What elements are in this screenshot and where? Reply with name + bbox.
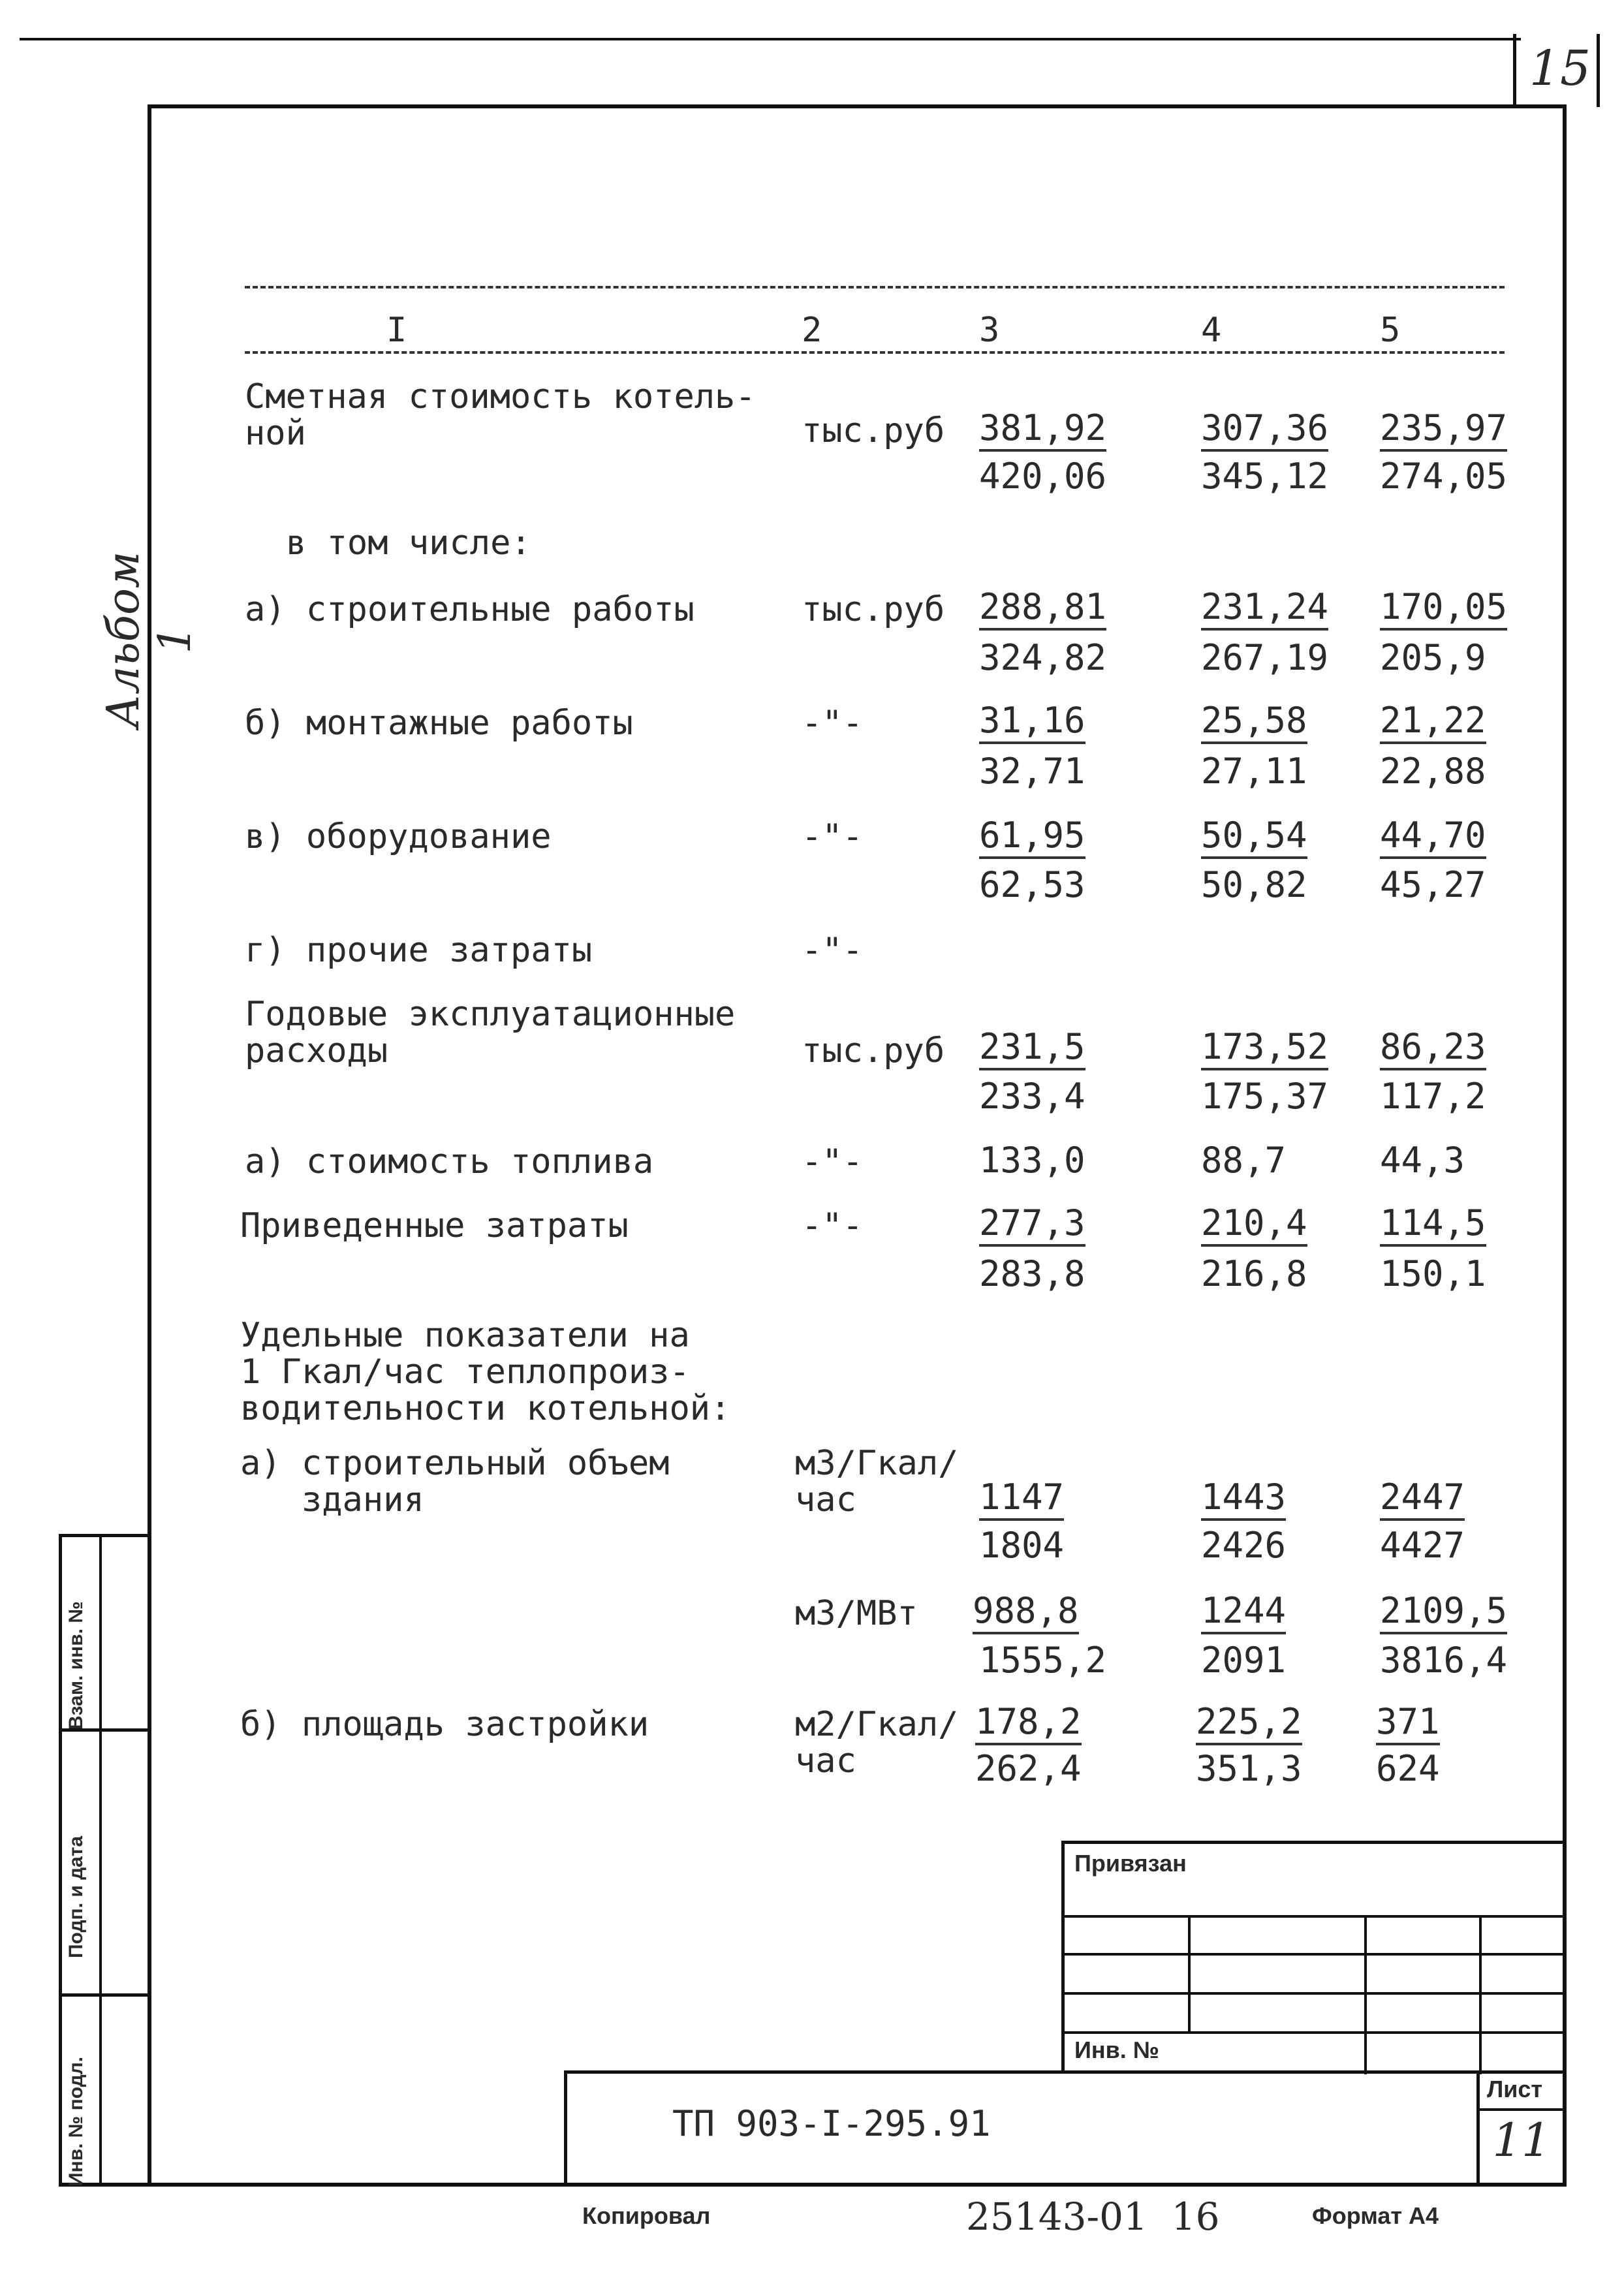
row4-c3-a: 31,16 bbox=[979, 701, 1085, 744]
col-header-5: 5 bbox=[1380, 311, 1401, 350]
stamp-col-3 bbox=[1479, 1915, 1482, 2074]
row7-label: Годовые эксплуатационные расходы bbox=[245, 995, 736, 1070]
row7-c3-b: 233,4 bbox=[979, 1076, 1085, 1117]
row1-c4-a: 307,36 bbox=[1201, 409, 1328, 452]
page-number-box-left bbox=[1513, 34, 1516, 107]
title-sheet-col bbox=[1476, 2070, 1480, 2187]
row4-label: б) монтажные работы bbox=[245, 704, 633, 743]
row6-unit: -"- bbox=[802, 931, 863, 970]
frame-bottom bbox=[59, 2183, 1567, 2187]
row9-c3-a: 277,3 bbox=[979, 1204, 1085, 1247]
row1-c3-b: 420,06 bbox=[979, 456, 1107, 497]
row3-c5-b: 205,9 bbox=[1380, 637, 1486, 678]
col-header-2: 2 bbox=[802, 311, 822, 350]
row13-c3-a: 178,2 bbox=[975, 1702, 1082, 1745]
label-inv-podl: Инв. № подл. bbox=[65, 2056, 87, 2187]
row3-c5-a: 170,05 bbox=[1380, 587, 1507, 631]
row12-c5-a: 2109,5 bbox=[1380, 1591, 1507, 1634]
row11-c3-a: 1147 bbox=[979, 1478, 1064, 1521]
row3-label: а) строительные работы bbox=[245, 590, 695, 629]
footer-copied: Копировал bbox=[582, 2202, 711, 2229]
row4-c4-b: 27,11 bbox=[1201, 751, 1307, 792]
album-label: Альбом 1 bbox=[98, 551, 201, 728]
row10-label: Удельные показатели на 1 Гкал/час теплопроиз- водительности котельной: bbox=[240, 1316, 731, 1428]
footer-format: Формат А4 bbox=[1312, 2202, 1439, 2229]
row12-c3-b: 1555,2 bbox=[979, 1640, 1107, 1681]
page-number: 15 bbox=[1529, 40, 1591, 97]
row12-c5-b: 3816,4 bbox=[1380, 1640, 1508, 1681]
row13-c4-a: 225,2 bbox=[1196, 1702, 1302, 1745]
row9-c5-b: 150,1 bbox=[1380, 1253, 1486, 1294]
col-header-4: 4 bbox=[1201, 311, 1222, 350]
row1-label: Сметная стоимость котель- ной bbox=[245, 377, 756, 453]
row9-c3-b: 283,8 bbox=[979, 1253, 1085, 1294]
stamp-top bbox=[1061, 1841, 1567, 1844]
stamp-inv-no: Инв. № bbox=[1074, 2036, 1159, 2063]
row5-c4-b: 50,82 bbox=[1201, 864, 1307, 905]
top-rule bbox=[20, 38, 1521, 40]
row13-label: б) площадь застройки bbox=[240, 1705, 649, 1744]
title-sheet-sep bbox=[1476, 2108, 1567, 2111]
stamp-row-3 bbox=[1061, 1992, 1567, 1995]
stamp-row-1 bbox=[1061, 1915, 1567, 1918]
sheet-number: 11 bbox=[1492, 2114, 1551, 2167]
row11-c3-b: 1804 bbox=[979, 1525, 1065, 1566]
stamp-row-4 bbox=[1061, 2031, 1567, 2034]
label-podp-data: Подп. и дата bbox=[65, 1835, 87, 1958]
row1-c4-b: 345,12 bbox=[1201, 456, 1329, 497]
row4-c5-b: 22,88 bbox=[1380, 751, 1486, 792]
row13-c5-b: 624 bbox=[1376, 1748, 1440, 1789]
stamp-col-2 bbox=[1364, 1915, 1367, 2074]
row8-unit: -"- bbox=[802, 1142, 863, 1181]
stamp-privyazan: Привязан bbox=[1074, 1850, 1187, 1877]
row7-c4-a: 173,52 bbox=[1201, 1027, 1328, 1070]
row5-c5-b: 45,27 bbox=[1380, 864, 1486, 905]
row7-c4-b: 175,37 bbox=[1201, 1076, 1329, 1117]
page-number-box-right bbox=[1597, 34, 1600, 107]
row8-c5: 44,3 bbox=[1380, 1140, 1465, 1181]
title-top bbox=[564, 2070, 1567, 2074]
row5-c3-a: 61,95 bbox=[979, 816, 1085, 859]
doc-code: ТП 903-I-295.91 bbox=[672, 2103, 991, 2144]
stamp-col-1 bbox=[1188, 1915, 1191, 2033]
row3-c4-b: 267,19 bbox=[1201, 637, 1329, 678]
row9-c4-b: 216,8 bbox=[1201, 1253, 1307, 1294]
row3-c3-a: 288,81 bbox=[979, 587, 1106, 631]
row5-c5-a: 44,70 bbox=[1380, 816, 1486, 859]
row5-c4-a: 50,54 bbox=[1201, 816, 1307, 859]
row13-c4-b: 351,3 bbox=[1196, 1748, 1302, 1789]
row8-label: а) стоимость топлива bbox=[245, 1142, 654, 1181]
col-header-1: I bbox=[386, 311, 407, 350]
row4-c3-b: 32,71 bbox=[979, 751, 1085, 792]
row2-label: в том числе: bbox=[286, 523, 531, 563]
header-dash-bottom bbox=[245, 351, 1505, 354]
frame-left bbox=[148, 104, 151, 2185]
frame-top bbox=[149, 104, 1567, 108]
row12-c3-a: 988,8 bbox=[973, 1591, 1079, 1634]
header-dash-top bbox=[245, 286, 1505, 289]
row13-unit: м2/Гкал/ час bbox=[795, 1705, 959, 1781]
row11-c4-a: 1443 bbox=[1201, 1478, 1286, 1521]
row1-c3-a: 381,92 bbox=[979, 409, 1106, 452]
row7-unit: тыс.руб bbox=[802, 1031, 945, 1070]
row11-c5-a: 2447 bbox=[1380, 1478, 1465, 1521]
row11-label: а) строительный объем здания bbox=[240, 1444, 670, 1520]
stamp-left bbox=[1061, 1841, 1065, 2073]
row11-c4-b: 2426 bbox=[1201, 1525, 1287, 1566]
row3-c3-b: 324,82 bbox=[979, 637, 1107, 678]
row9-label: Приведенные затраты bbox=[240, 1206, 629, 1245]
row8-c3: 133,0 bbox=[979, 1140, 1085, 1181]
row8-c4: 88,7 bbox=[1201, 1140, 1287, 1181]
title-left bbox=[564, 2070, 567, 2187]
row11-unit: м3/Гкал/ час bbox=[795, 1444, 959, 1520]
row12-c4-a: 1244 bbox=[1201, 1591, 1286, 1634]
row3-c4-a: 231,24 bbox=[1201, 587, 1328, 631]
frame-right bbox=[1563, 104, 1567, 2187]
row12-c4-b: 2091 bbox=[1201, 1640, 1287, 1681]
row9-c5-a: 114,5 bbox=[1380, 1204, 1486, 1247]
row9-c4-a: 210,4 bbox=[1201, 1204, 1307, 1247]
row4-c5-a: 21,22 bbox=[1380, 701, 1486, 744]
row1-c5-b: 274,05 bbox=[1380, 456, 1508, 497]
row12-unit: м3/МВт bbox=[795, 1594, 918, 1633]
row5-c3-b: 62,53 bbox=[979, 864, 1085, 905]
row7-c5-a: 86,23 bbox=[1380, 1027, 1486, 1070]
row4-unit: -"- bbox=[802, 704, 863, 743]
col-header-3: 3 bbox=[979, 311, 1000, 350]
row1-c5-a: 235,97 bbox=[1380, 409, 1507, 452]
strip-mid bbox=[99, 1534, 102, 2185]
row3-unit: тыс.руб bbox=[802, 590, 945, 629]
row7-c5-b: 117,2 bbox=[1380, 1076, 1486, 1117]
label-vzam-inv: Взам. инв. № bbox=[65, 1601, 87, 1730]
row5-label: в) оборудование bbox=[245, 817, 552, 856]
row4-c4-a: 25,58 bbox=[1201, 701, 1307, 744]
row13-c3-b: 262,4 bbox=[975, 1748, 1082, 1789]
sheet-label: Лист bbox=[1487, 2076, 1543, 2102]
row11-c5-b: 4427 bbox=[1380, 1525, 1465, 1566]
footer-number: 25143-01 16 bbox=[966, 2194, 1220, 2239]
strip-left bbox=[59, 1534, 62, 2185]
row1-unit: тыс.руб bbox=[802, 411, 945, 450]
row7-c3-a: 231,5 bbox=[979, 1027, 1085, 1070]
row13-c5-a: 371 bbox=[1376, 1702, 1440, 1745]
row5-unit: -"- bbox=[802, 817, 863, 856]
row9-unit: -"- bbox=[802, 1206, 863, 1245]
stamp-row-2 bbox=[1061, 1953, 1567, 1956]
row6-label: г) прочие затраты bbox=[245, 931, 593, 970]
